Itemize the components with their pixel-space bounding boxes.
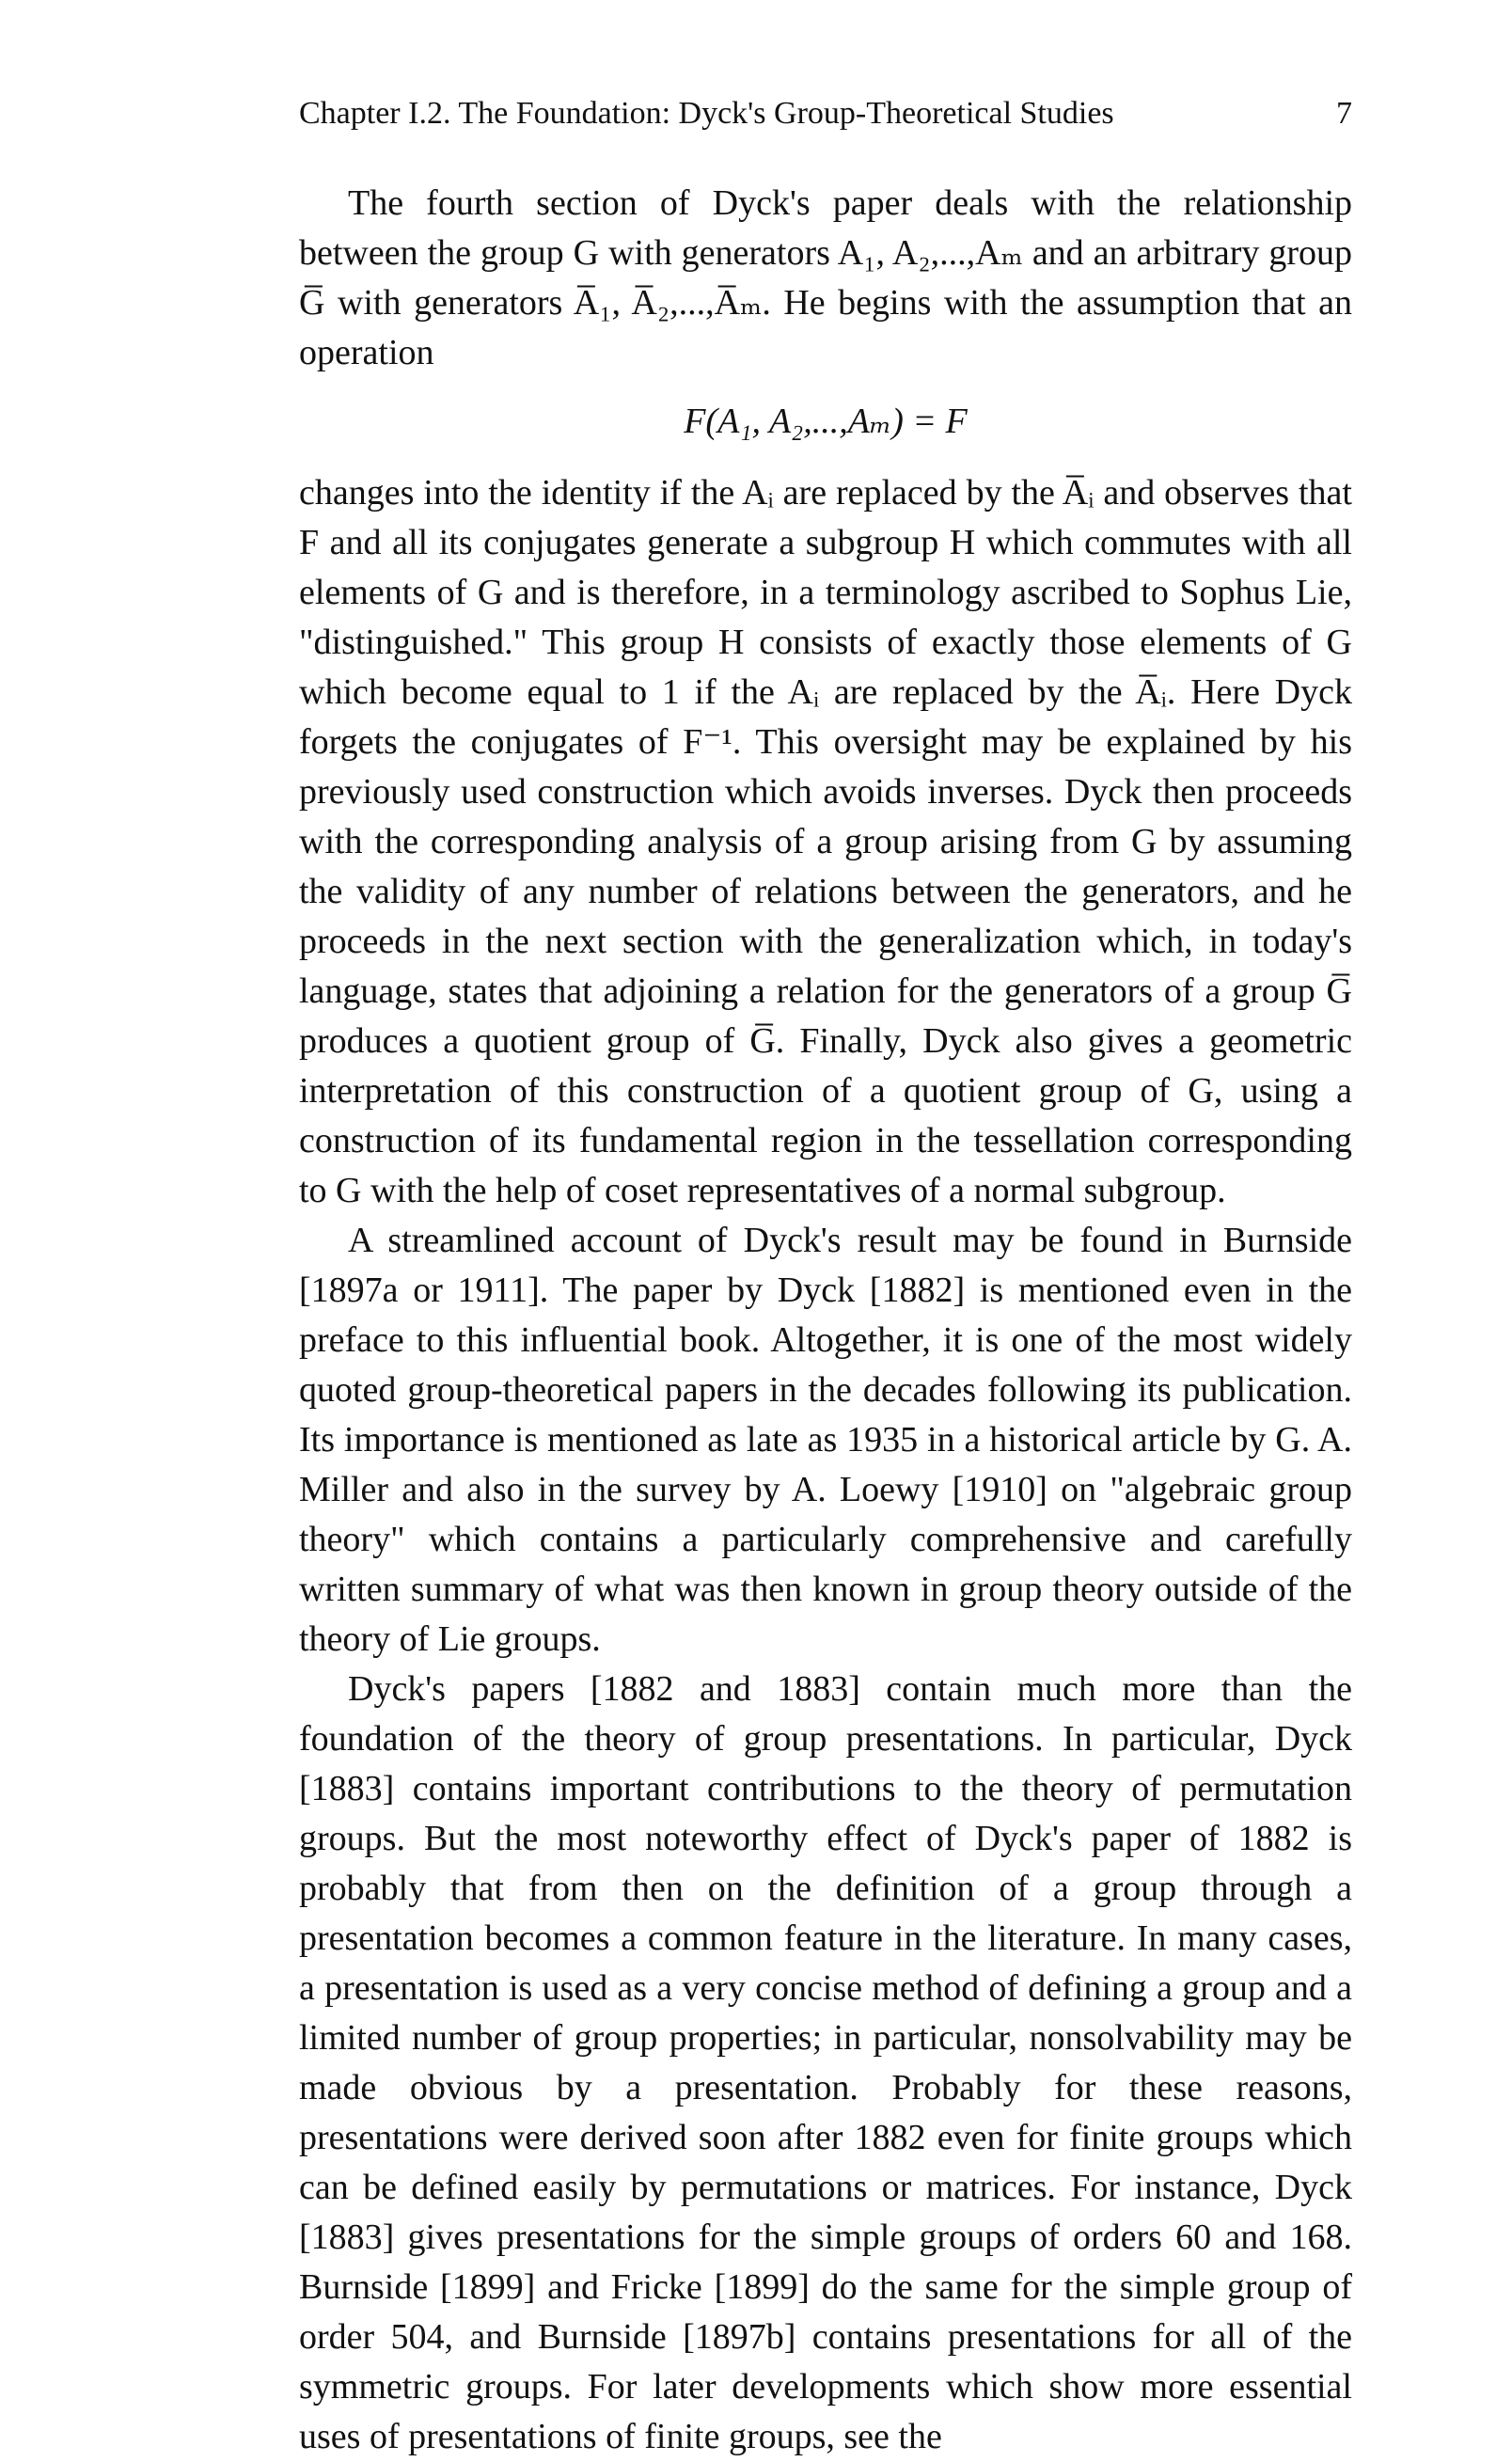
running-head xyxy=(299,90,1352,137)
paragraph-1: The fourth section of Dyck's paper deals with the relationship between the group G with generators A₁, A₂,...,Aₘ and an arbitrary group G̅ with generators A̅₁, A̅₂,...,A̅ₘ. He begins with the assumption that an operation xyxy=(299,183,1352,372)
page-number: 7 xyxy=(1336,96,1352,131)
paragraph-3: A streamlined account of Dyck's result may be found in Burnside [1897a or 1911]. The paper by Dyck [1882] is mentioned even in the preface to this influential book. Altogether, it is one of the most widely quoted group-theoretical papers in the decades following its publication. Its importance is mentioned as late as 1935 in a historical article by G. A. Miller and also in the survey by A. Loewy [1910] on "algebraic group theory" which contains a particularly comprehensive and carefully written summary of what was then known in group theory outside of the theory of Lie groups. xyxy=(299,1221,1352,1659)
running-head-title: Chapter I.2. The Foundation: Dyck's Group-Theoretical Studies xyxy=(299,96,1114,131)
paragraph-4: Dyck's papers [1882 and 1883] contain much more than the foundation of the theory of group presentations. In particular, Dyck [1883] contains important contributions to the theory of permutation groups. But the most noteworthy effect of Dyck's paper of 1882 is probably that from then on the definition of a group through a presentation becomes a common feature in the literature. In many cases, a presentation is used as a very concise method of defining a group and a limited number of group properties; in particular, nonsolvability may be made obvious by a presentation. Probably for these reasons, presentations were derived soon after 1882 even for finite groups which can be defined easily by permutations or matrices. For instance, Dyck [1883] gives presentations for the simple groups of orders 60 and 168. Burnside [1899] and Fricke [1899] do the same for the simple group of order 504, and Burnside [1897b] contains presentations for all of the symmetric groups. For later developments which show more essential uses of presentations of finite groups, see the xyxy=(299,1669,1352,2456)
body-text xyxy=(299,179,1352,2462)
paragraph-2: changes into the identity if the Aᵢ are replaced by the A̅ᵢ and observes that F and all its conjugates generate a subgroup H which commutes with all elements of G and is therefore, in a terminology ascribed to Sophus Lie, "distinguished." This group H consists of exactly those elements of G which become equal to 1 if the Aᵢ are replaced by the A̅ᵢ. Here Dyck forgets the conjugates of F⁻¹. This oversight may be explained by his previously used construction which avoids inverses. Dyck then proceeds with the corresponding analysis of a group arising from G by assuming the validity of any number of relations between the generators, and he proceeds in the next section with the generalization which, in today's language, states that adjoining a relation for the generators of a group G̅ produces a quotient group of G̅. Finally, Dyck also gives a geometric interpretation of this construction of a quotient group of G, using a construction of its fundamental region in the tessellation corresponding to G with the help of coset representatives of a normal subgroup. xyxy=(299,473,1352,1210)
display-formula: F(A₁, A₂,...,Aₘ) = F xyxy=(684,402,968,441)
